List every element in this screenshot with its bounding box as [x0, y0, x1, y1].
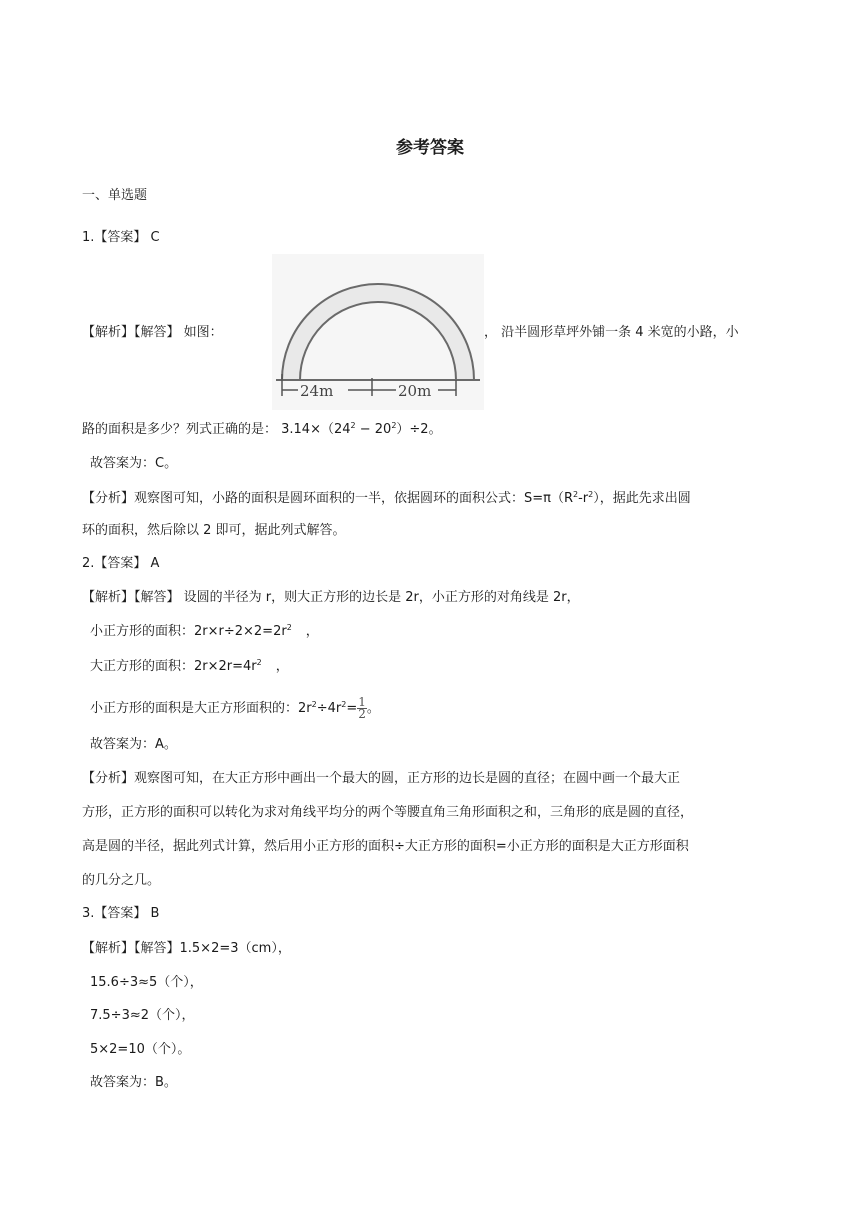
q2-ratio: 小正方形的面积是大正方形面积的：$2r^2\div 4r^2=$ $\frac{1}{2}$ 。: [90, 695, 380, 721]
figure-label-24m: 24m: [300, 382, 334, 400]
q3-analysis: 【解析】【解答】1.5×2=3（cm），: [82, 941, 291, 956]
page-title: 参考答案: [396, 138, 464, 158]
q2-analysis: 【解析】【解答】 设圆的半径为 r，则大正方形的边长是 2r，小正方形的对角线是 2r，: [82, 590, 580, 605]
q2-fenxi-line4: 的几分之几。: [82, 873, 161, 888]
q3-answer: 3.【答案】 B: [82, 906, 160, 921]
q1-analysis-prefix: 【解析】【解答】 如图：: [82, 325, 223, 340]
q1-formula-line: 路的面积是多少？列式正确的是： $3.14\times(24^2 - 20^2)\div 2$。: [82, 421, 442, 437]
q2-answer: 2.【答案】 A: [82, 556, 160, 571]
q2-small-square-area: 小正方形的面积：$2r\times r\div 2\times 2=2r^2$ ，: [90, 623, 319, 639]
q1-analysis-suffix: ， 沿半圆形草坪外铺一条 4 米宽的小路，小: [484, 325, 739, 340]
semicircle-path-figure: [272, 254, 484, 410]
fraction-one-half: $\frac{1}{2}$: [358, 695, 366, 721]
section-heading: 一、单选题: [82, 188, 148, 203]
q2-fenxi-line3: 高是圆的半径，据此列式计算，然后用小正方形的面积÷大正方形的面积=小正方形的面积是大正方形面积: [82, 839, 689, 854]
q1-fenxi-line2: 环的面积，然后除以 2 即可，据此列式解答。: [82, 523, 346, 538]
q3-step2: 7.5÷3≈2（个），: [90, 1008, 195, 1023]
q2-fenxi-line1: 【分析】观察图可知，在大正方形中画出一个最大的圆，正方形的边长是圆的直径；在圆中画一个最大正: [82, 771, 681, 786]
figure-label-20m: 20m: [398, 382, 432, 400]
q1-answer: 1.【答案】 C: [82, 230, 160, 245]
q2-big-square-area: 大正方形的面积：$2r\times 2r=4r^2$ ，: [90, 658, 289, 674]
q3-step3: 5×2=10（个）。: [90, 1042, 191, 1057]
q3-step1: 15.6÷3≈5（个），: [90, 975, 203, 990]
q1-conclusion: 故答案为：C。: [90, 456, 178, 471]
q1-fenxi-line1: 【分析】观察图可知，小路的面积是圆环面积的一半，依据圆环的面积公式：$S=\pi(R^2-r^2)$，据此先求出圆: [82, 490, 691, 506]
q2-conclusion: 故答案为：A。: [90, 737, 177, 752]
q3-conclusion: 故答案为：B。: [90, 1075, 177, 1090]
q2-fenxi-line2: 方形，正方形的面积可以转化为求对角线平均分的两个等腰直角三角形面积之和，三角形的底是圆的直径，: [82, 805, 694, 820]
